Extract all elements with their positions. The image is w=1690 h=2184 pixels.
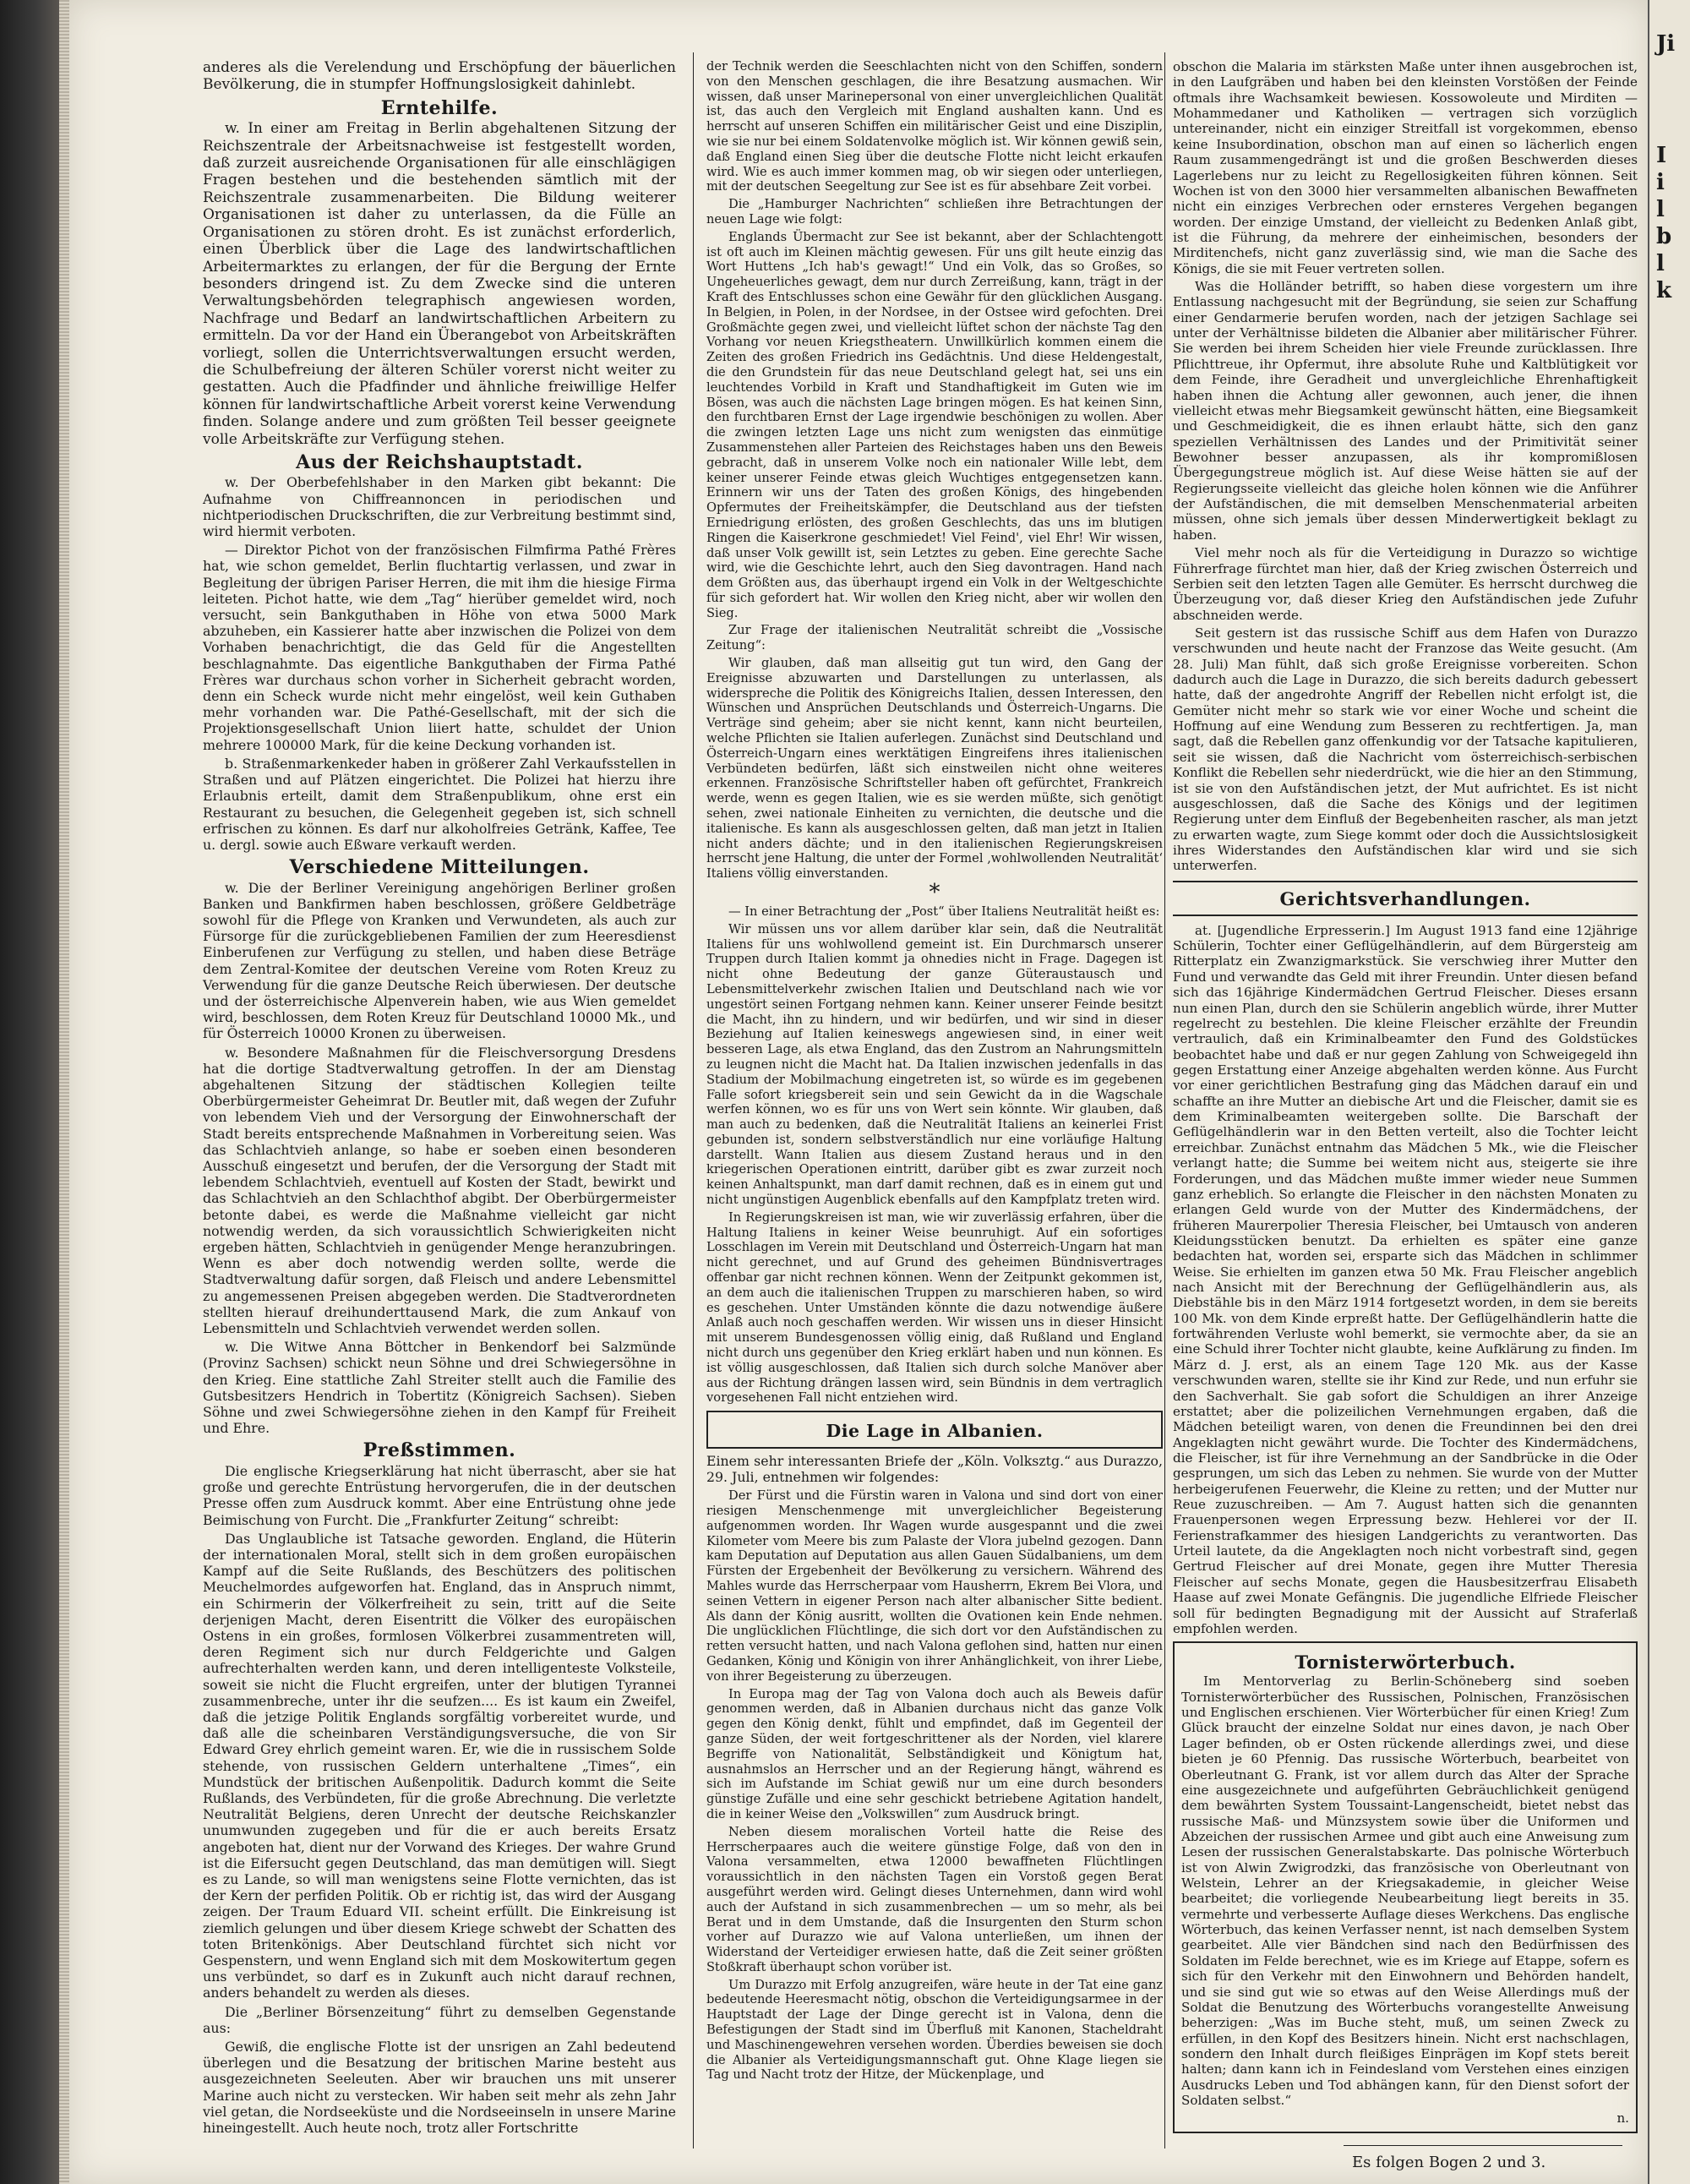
article-paragraph: der Technik werden die Seeschlachten nicht von den Schiffen, sondern von den Menschen geschlagen, die ihre Besatzung ausmachen. Wir wissen, daß unser Marinepersonal von einer unvergleichlichen Qualität ist, das auch den Vergleich mit England aushalten kann. Und es herrscht auf unseren Schiffen ein militärischer Geist und eine Disziplin, wie sie nur bei einem Soldatenvolke möglich ist. Wir können gewiß sein, daß England einen Sieg über die deutsche Flotte nicht leicht erkaufen wird. Wie es auch immer kommen mag, ob wir siegen oder unterliegen, mit der deutschen Seegeltung zur See ist es für absehbare Zeit vorbei. bbox=[706, 59, 1163, 194]
edge-fragment: I bbox=[1656, 143, 1667, 168]
heading-tornisterwoerterbuch: Tornisterwörterbuch. bbox=[1295, 1651, 1516, 1673]
article-paragraph: Wir müssen uns vor allem darüber klar sein, daß die Neutralität Italiens für uns wohlwollend gemeint ist. Ein Durchmarsch unserer Truppen durch Italien kommt ja ohnedies nicht in Frage. Dagegen ist nicht ohne Bedeutung der ganze Güteraustausch und Lebensmittelverkehr zwischen Italien und Deutschland nach wie vor ungestört seinen Fortgang nehmen kann. Keiner unserer Feinde besitzt die Macht, ihn zu hindern, und wir bedürfen, und wir sind in dieser Beziehung auf Italien keineswegs angewiesen sind, in einer weit besseren Lage, als etwa England, das den Zustrom an Nahrungsmitteln zu leugnen nicht die Macht hat. Da Italien inzwischen jedenfalls in das Stadium der Mobilmachung eingetreten ist, so würde es im gegebenen Falle sofort kriegsbereit sein und sein Gewicht da in die Wagschale werfen können, wo es für uns von Wert sein könnte. Wir glauben, daß man auch zu bedenken, daß die Neutralität Italiens an keinerlei Frist gebunden ist, sondern selbstverständlich nur eine vorläufige Haltung darstellt. Wann Italien aus diesem Zustand heraus und in den kriegerischen Operationen eintritt, darüber gibt es zwar zurzeit noch keinen Anhaltspunkt, man darf damit rechnen, daß es in einem gut und nicht ungünstigen Augenblick ebenfalls auf den Kampfplatz treten wird. bbox=[706, 921, 1163, 1208]
article-paragraph: Der Fürst und die Fürstin waren in Valona und sind dort von einer riesigen Menschenmenge mit unvergleichlicher Begeisterung aufgenommen worden. Ihr Wagen wurde ausgespannt und die zwei Kilometer vom Meere bis zum Palaste der Vlora jubelnd gezogen. Dann kam Deputation auf Deputation aus allen Gauen Südalbaniens, um dem Fürsten der Ergebenheit der Bevölkerung zu versichern. Während des Mahles wurde das Herrscherpaar vom Hausherrn, Ekrem Bei Vlora, und seinen Vettern in eigener Person nach alter albanischer Sitte bedient. Als dann der König ausritt, wollten die Ovationen kein Ende nehmen. Die unglücklichen Flüchtlinge, die sich dort vor den Aufständischen zu retten versucht hatten, und nach Valona geflohen sind, hatten nur einen Gedanken, König und Königin von ihrer Anhänglichkeit, von ihrer Liebe, von ihrer Begeisterung zu überzeugen. bbox=[706, 1488, 1163, 1684]
heading-gerichtsverhandlungen: Gerichtsverhandlungen. bbox=[1279, 888, 1531, 910]
column-3 bbox=[1173, 59, 1638, 2138]
footer-rule bbox=[1344, 2145, 1622, 2146]
article-lead: Einem sehr interessanten Briefe der „Köln. Volksztg.“ aus Durazzo, 29. Juli, entnehmen wir folgendes: bbox=[706, 1453, 1163, 1486]
edge-fragment: k bbox=[1656, 278, 1672, 303]
article-paragraph: — In einer Betrachtung der „Post“ über Italiens Neutralität heißt es: bbox=[728, 904, 1160, 919]
article-paragraph: Was die Holländer betrifft, so haben diese vorgestern um ihre Entlassung nachgesucht mit der Begründung, sie seien zur Schaffung einer Gendarmerie berufen worden, nach der jetzigen Sachlage sei unter der Verhältnisse bildeten die Albanier aber militärischer Führer. Sie werden bei ihrem Scheiden hier viele Freunde zurücklassen. Ihre Pflichttreue, ihr Opfermut, ihre absolute Ruhe und Kaltblütigkeit vor dem Feinde, ihre Geradheit und unvergleichliche Ehrenhaftigkeit haben ihnen die Achtung aller gewonnen, auch jener, die ihnen vielleicht etwas mehr Biegsamkeit gewünscht hätten, eine Biegsamkeit und Geschmeidigkeit, die es ihnen erlaubt hätte, sich den ganz speziellen Verhältnissen des Landes und der Primitivität seiner Bewohner besser anzupassen, als ihr kompromißlosen Übergegungstreue möglich ist. Auf diese Weise hätten sie auf der Regierungsseite vielleicht das gleiche holen können wie die Anführer der Aufständischen, die mit demselben Menschenmaterial arbeiten müssen, ohne sich jemals über dessen Minderwertigkeit beklagt zu haben. bbox=[1173, 279, 1638, 543]
article-paragraph: Englands Übermacht zur See ist bekannt, aber der Schlachtengott ist oft auch im Kleinen mächtig gewesen. Für uns gilt heute einzig das Wort Huttens „Ich hab's gewagt!“ Und ein Volk, das so Großes, so Ungeheuerliches gewagt, dem nur durch Zerreißung, kann, trägt in der Kraft des Entschlusses schon eine Gewähr für den glücklichen Ausgang. In Belgien, in Polen, in der Nordsee, in der Ostsee wird gefochten. Drei Großmächte gegen zwei, und vielleicht lüftet schon der nächste Tag den Vorhang vor neuen Kriegstheatern. Unwillkürlich kommen einem die Zeiten des großen Friedrich ins Gedächtnis. Und diese Heldengestalt, die den Grundstein für das neue Deutschland gelegt hat, sei uns ein leuchtendes Vorbild in Kraft und Standhaftigkeit im Guten wie im Bösen, was auch die nächsten Lage bringen mögen. Es hat keinen Sinn, den furchtbaren Ernst der Lage irgendwie beschönigen zu wollen. Aber die zwingen letzten Lage uns nicht zum wenigsten das einmütige Zusammenstehen aller Parteien des Reichstages haben uns den Beweis gebracht, daß in unserem Volke noch ein nationaler Wille lebt, dem keiner unserer Feinde etwas gleich Wuchtiges entgegensetzen kann. Erinnern wir uns der Taten des großen Königs, des hingebenden Opfermutes der Freiheitskämpfer, die Deutschland aus der tiefsten Erniedrigung erlösten, des großen Geschlechts, das uns im blutigen Ringen die Kaiserkrone geschmiedet! Viel Feind', viel Ehr! Wir wissen, daß unser Volk gewillt ist, sein Letztes zu geben. Eine gerechte Sache wird, wie die Geschichte lehrt, auch den Sieg davontragen. Hand nach dem Größten aus, das überhaupt irgend ein Volk in der Weltgeschichte für sich gefordert hat. Wir wollen den Krieg nicht, aber wir wollen den Sieg. bbox=[706, 229, 1163, 620]
article-paragraph: In Europa mag der Tag von Valona doch auch als Beweis dafür genommen werden, daß in Albanien durchaus nicht das ganze Volk gegen den König denkt, fühlt und empfindet, daß im Gegenteil der ganze Süden, der weit fortgeschrittener als der Norden, viel klarere Begriffe von Nationalität, Selbständigkeit und Königtum hat, ausnahmslos an Herrscher und an der Regierung hängt, während es sich im Aufstande im Schiat gewiß nur um eine durch besonders günstige Zufälle und eine sehr geschickt betriebene Agitation handelt, die in keiner Weise den „Volkswillen“ zum Ausdruck bringt. bbox=[706, 1686, 1163, 1821]
book-binding bbox=[0, 0, 59, 2184]
edge-fragment: b bbox=[1656, 224, 1672, 249]
article-paragraph: w. Besondere Maßnahmen für die Fleischversorgung Dresdens hat die dortige Stadtverwaltung getroffen. In der am Dienstag abgehaltenen Sitzung der städtischen Kollegien teilte Oberbürgermeister Geheimrat Dr. Beutler mit, daß wegen der Zufuhr von lebendem Vieh und der Versorgung der Einwohnerschaft der Stadt bereits entsprechende Maßnahmen in Vorbereitung seien. Was das Schlachtvieh anlange, so habe er soeben einen besonderen Ausschuß eingesetzt und berufen, der die Versorgung der Stadt mit lebendem Schlachtvieh, eventuell auf Kosten der Stadt, bewirkt und das Schlachtvieh an den Schlachthof abgibt. Der Oberbürgermeister betonte dabei, es werde die Maßnahme vielleicht gar nicht notwendig werden, da sich voraussichtlich Schwierigkeiten nicht ergeben hätten, Schlachtvieh in genügender Menge heranzubringen. Wenn es aber doch notwendig werden sollte, werde die Stadtverwaltung dafür sorgen, daß Fleisch und andere Lebensmittel zu angemessenen Preisen abgegeben werden. Die Stadtverordneten stellten hierauf dreihunderttausend Mark, die zum Ankauf von Lebensmitteln und Schlachtvieh verwendet werden sollen. bbox=[203, 1044, 676, 1337]
tornister-box bbox=[1173, 1641, 1638, 2132]
heading-pressstimmen: Preßstimmen. bbox=[363, 1439, 516, 1462]
column-divider bbox=[1164, 52, 1165, 2149]
edge-fragment: i bbox=[1656, 170, 1665, 195]
article-paragraph: Im Mentorverlag zu Berlin-Schöneberg sind soeben Tornisterwörterbücher des Russischen, Polnischen, Französischen und Englischen erschienen. Vier Wörterbücher für einen Krieg! Zum Glück braucht der einzelne Soldat nur eines davon, je nach Ober Lager befinden, ob er Osten rückende allerdings zwei, und diese bieten je 60 Pfennig. Das russische Wörterbuch, bearbeitet von Oberleutnant G. Frank, ist vor allem durch das Alter der Sprache eine ausgezeichnete und aufgeführten Gebräuchlichkeit genügend dem bewährten System Toussaint-Langenscheidt, bietet nebst das russische Maß- und Münzsystem sowie über die Uniformen und Abzeichen der russischen Armee und gibt auch eine Anweisung zum Lesen der russischen Generalstabskarte. Das polnische Wörterbuch ist von Alwin Zwigrodzki, das französische von Oberleutnant von Welstein, Lehrer an der Kriegsakademie, in gleicher Weise bearbeitet; die vorliegende Neubearbeitung liegt bereits in 35. vermehrte und verbesserte Auflage dieses Werkchens. Das englische Wörterbuch, das keinen Verfasser nennt, ist nach demselben System gearbeitet. Alle vier Bändchen sind nach den Bedürfnissen des Soldaten im Felde berechnet, wie es im Kriege auf Etappe, sofern es sich für den Verkehr mit den Einwohnern und Behörden handelt, und sie sind gut wie so etwas auf den Weise Allerdings muß der Soldat die Benutzung des Wörterbuchs vorangestellte Anweisung beherzigen: „Was im Buche steht, muß, um seinen Zweck zu erfüllen, in den Kopf des Besitzers hinein. Nicht erst nachschlagen, sondern den Inhalt durch fleißiges Einprägen im Kopf stets bereit halten; dann kann ich in Feindesland vom Verstehen eines einzigen Ausdrucks Leben und Tod abhängen kann, für den Dienst sofort der Soldaten selbst.“ bbox=[1181, 1673, 1629, 2109]
article-paragraph: Wir glauben, daß man allseitig gut tun wird, den Gang der Ereignisse abzuwarten und Darstellungen zu unterlassen, als widerspreche die Politik des Königreichs Italien, dessen Interessen, den Wünschen und Ansprüchen Deutschlands und Österreich-Ungarns. Die Verträge sind geheim; aber sie nicht kennt, kann nicht beurteilen, welche Pflichten sie Italien auferlegen. Zunächst sind Deutschland und Österreich-Ungarn eines werktätigen Eingreifens ihres italienischen Verbündeten bedürfen, läßt sich einstweilen nicht ohne weiteres erkennen. Französische Schriftsteller haben oft gefürchtet, Frankreich werde, wenn es gegen Italien, wie es sie werden müßte, sich genötigt sehen, zwei nationale Einheiten zu vernichten, die deutsche und die italienische. Es kann als ausgeschlossen gelten, daß man jetzt in Italien nicht anders dächte; und in den italienischen Regierungskreisen herrscht jene Haltung, die unter der Formel ‚wohlwollenden Neutralität‘ Italiens völlig einverstanden. bbox=[706, 656, 1163, 882]
author-signature: n. bbox=[1616, 2110, 1629, 2127]
article-paragraph: — Direktor Pichot von der französischen Filmfirma Pathé Frères hat, wie schon gemeldet, Berlin fluchtartig verlassen, und zwar in Begleitung der übrigen Pariser Herren, die mit ihm die hiesige Firma leiteten. Pichot hatte, wie dem „Tag“ hierüber gemeldet wird, noch versucht, sein Bankguthaben in Höhe von etwa 5000 Mark abzuheben, ein Kassierer hatte aber inzwischen die Polizei von dem Vorhaben benachrichtigt, die das Geld für die Angestellten beschlagnahmte. Das eigentliche Bankguthaben der Firma Pathé Frères war durchaus schon vorher in Sicherheit gebracht worden, denn ein Scheck wurde nicht mehr eingelöst, weil kein Guthaben mehr vorhanden war. Die Pathé-Gesellschaft, mit der sich die Projektionsgesellschaft Union liiert hatte, schuldet der Union mehrere 100000 Mark, für die keine Deckung vorhanden ist. bbox=[203, 542, 676, 753]
article-paragraph: Die „Berliner Börsenzeitung“ führt zu demselben Gegenstande aus: bbox=[203, 2003, 676, 2036]
column-2 bbox=[706, 59, 1163, 2085]
heading-verschiedene-mitteilungen: Verschiedene Mitteilungen. bbox=[289, 855, 590, 878]
article-paragraph: Seit gestern ist das russische Schiff aus dem Hafen von Durazzo verschwunden und heute nacht der Franzose das Weite gesucht. (Am 28. Juli) Man fühlt, daß sich große Ereignisse vorbereiten. Schon dadurch auch die Lage in Durazzo, die sich bereits dadurch gebessert hatte, daß der angedrohte Angriff der Rebellen nicht erfolgt ist, die Gemüter nicht mehr so stark wie vor einer Woche und scheint die Hoffnung auf eine Wendung zum Besseren zu rechtfertigen. Ja, man sagt, daß die Rebellen ganz offenkundig vor der Tatsache kapitulieren, seit sie wissen, daß die Nachricht vom österreichisch-serbischen Konflikt die Rebellen sehr niederdrückt, wie die hier an den Stimmung, ist sie von den Aufständischen jetzt, der Mut aufrichtet. Es ist nicht ausgeschlossen, daß die Sache des Königs und der legitimen Regierung unter dem Einfluß der Begebenheiten rascher, als man jetzt zu erwarten wagte, zum Siege kommt oder doch die Aussichtslosigkeit ihres Widerstandes den Aufständischen klar wird und sie sich unterwerfen. bbox=[1173, 625, 1638, 874]
article-paragraph: Die englische Kriegserklärung hat nicht überrascht, aber sie hat große und gerechte Entrüstung hervorgerufen, die in der deutschen Presse offen zum Ausdruck kommt. Aber eine Entrüstung ohne jede Beimischung von Furcht. Die „Frankfurter Zeitung“ schreibt: bbox=[203, 1462, 676, 1528]
continuation-text: anderes als die Verelendung und Erschöpfung der bäuerlichen Bevölkerung, die in stumpfer Hoffnungslosigkeit dahinlebt. bbox=[203, 59, 676, 94]
article-paragraph: w. Die der Berliner Vereinigung angehörigen Berliner großen Banken und Bankfirmen haben beschlossen, größere Geldbeträge sowohl für die Pflege von Kranken und Verwundeten, als auch zur Fürsorge für die zurückgebliebenen Familien der zum Heeresdienst Einberufenen zur Verfügung zu stellen, und haben diese Beträge dem Zentral-Komitee der deutschen Vereine vom Roten Kreuz zu Verwendung für die ganze Deutsche Reich überwiesen. Der deutsche und der österreichische Alpenverein haben, wie aus Wien gemeldet wird, beschlossen, dem Roten Kreuz für Deutschland 10000 Mk., und für Österreich 10000 Kronen zu überweisen. bbox=[203, 879, 676, 1042]
article-paragraph: Zur Frage der italienischen Neutralität schreibt die „Vossische Zeitung“: bbox=[706, 623, 1163, 653]
albanien-headline-box bbox=[706, 1411, 1163, 1449]
article-paragraph: Neben diesem moralischen Vorteil hatte die Reise des Herrscherpaares auch die weitere günstige Folge, daß von den in Valona versammelten, etwa 12000 bewaffneten Flüchtlingen voraussichtlich in den nächsten Tagen ein Vorstoß gegen Berat ausgeführt werden wird. Gelingt dieses Unternehmen, dann wird wohl auch der Aufstand in sich zusammenbrechen — um so mehr, als bei Berat und in dem Umstande, daß die Insurgenten den Sturm schon vorher auf Durazzo wie auf Valona unterließen, um ihnen der Widerstand der Verteidiger erwiesen hatte, daß die Zeit seiner größten Stoßkraft überhaupt schon vorüber ist. bbox=[706, 1824, 1163, 1974]
article-paragraph: b. Straßenmarkenkeder haben in größerer Zahl Verkaufsstellen in Straßen und auf Plätzen eingerichtet. Die Polizei hat hierzu ihre Erlaubnis erteilt, damit dem Straßenpublikum, ohne erst ein Restaurant zu besuchen, die Gelegenheit gegeben ist, sich schnell erfrischen zu können. Es darf nur alkoholfreies Getränk, Kaffee, Tee u. dergl. sowie auch Eßware verkauft werden. bbox=[203, 755, 676, 853]
article-paragraph: obschon die Malaria im stärksten Maße unter ihnen ausgebrochen ist, in den Laufgräben und haben bei den kleinsten Vorstößen der Feinde oftmals ihre Wachsamkeit bewiesen. Kossowoleute und Mirditen — Mohammedaner und Katholiken — vertragen sich vorzüglich untereinander, nicht ein einziger Streitfall ist vorgekommen, ebenso keine Insubordination, obschon man auf einen so lächerlich engen Raum zusammengedrängt ist und die großen Beschwerden dieses Lagerlebens nur zu leicht zu Regellosigkeiten führen können. Seit Wochen ist von den 3000 hier versammelten albanischen Bewaffneten nicht ein einziges Verbrechen oder ernsteres Vergehen begangen worden. Der einzige Umstand, der vielleicht zu Bedenken Anlaß gibt, ist die Führung, da mehrere der einheimischen, besonders der Mirditenchefs, nicht ganz zuverlässig sind, wie man die Sache des Königs, die sie mit Feuer vertreten sollen. bbox=[1173, 59, 1638, 276]
column-1 bbox=[203, 59, 676, 2138]
article-paragraph: Die „Hamburger Nachrichten“ schließen ihre Betrachtungen der neuen Lage wie folgt: bbox=[706, 197, 1163, 227]
heading-erntehilfe: Erntehilfe. bbox=[380, 96, 499, 119]
edge-fragment: l bbox=[1656, 251, 1665, 276]
article-paragraph: at. [Jugendliche Erpresserin.] Im August 1913 fand eine 12jährige Schülerin, Tochter einer Geflügelhändlerin, auf dem Bürgersteig am Ritterplatz ein Zwanzigmarkstück. Sie verschwieg ihrer Mutter den Fund und verwandte das Geld mit ihrer Freundin. Unter diesen befand sich das 16jährige Kindermädchen Gertrud Fleischer. Dieses ersann nun einen Plan, durch den sie Schülerin angeblich würde, ihrer Mutter regelrecht zu bestehlen. Die kleine Fleischer erzählte der Freundin vertraulich, daß ein Kriminalbeamter den Fund des Goldstückes beobachtet habe und daß er nur gegen Zahlung von Schweigegeld ihn gegen Erstattung einer Anzeige abgehalten werden könne. Aus Furcht vor einer gerichtlichen Bestrafung ging das Mädchen darauf ein und schaffte an ihre Mutter an diebische Art und die Fleischer, damit sie es dem Kriminalbeamten weitergeben sollte. Die Barschaft der Geflügelhändlerin war in den Betten verteilt, also die Tochter leicht erreichbar. Zunächst entnahm das Mädchen 5 Mk., wie die Fleischer verlangt hatte; die Summe bei weitem nicht aus, steigerte sie ihre Forderungen, und das Mädchen mußte immer wieder neue Summen ganz erheblich. So erlangte die Fleischer in den nächsten Monaten zu erlangen Geld wurde von der Mutter des Kindermädchens, der früheren Maurerpolier Theresia Fleischer, bei Umtausch von anderen Kleidungsstücken benutzt. Da erhielten es später eine ganze bedachten hat, worden sei, ersparte sich das Mädchen in schlimmer Weise. Sie erhielten im ganzen etwa 50 Mk. Frau Fleischer angeblich nach Ansicht mit der Berechnung der Geflügelhändlerin aus, als Diebstähle bis in den März 1914 fortgesetzt worden, in dem sie bereits 100 Mk. von dem Kinde erpreßt hatte. Der Geflügelhändlerin hatte die fortwährenden Verluste wohl bemerkt, sie vermochte aber, da sie an eine Schuld ihrer Tochter nicht glaubte, keine Aufklärung zu finden. Im März d. J. erst, als an einem Tage 120 Mk. aus der Kasse verschwunden waren, stellte sie ihr Kind zur Rede, und nun erfuhr sie den Sachverhalt. Sie gab sofort die Schuldigen an ihrer Anzeige erstattet; aber die polizeilichen Vernehmungen ergaben, daß die Mädchen beteiligt waren, von denen die Freundinnen bei den drei Angeklagten nicht gewährt wurde. Die Tochter des Kindermädchens, die Fleischer, ist für ihre Vernehmung an der Sandbrücke in die Oder gesprungen, um sich das Leben zu nehmen. Sie wurde von der Mutter herbeigerufenen Feuerwehr, die Kleine zu retten; und der Mutter nur Reue zuzuschreiben. — Am 7. August hatten sich die genannten Frauenpersonen wegen Erpressung bezw. Hehlerei vor der II. Ferienstrafkammer des hiesigen Landgerichts zu verantworten. Das Urteil lautete, da die Angeklagten noch nicht vorbestraft sind, gegen Gertrud Fleischer auf drei Monate, gegen ihre Mutter Theresia Fleischer auf sechs Monate, gegen die Hausbesitzerfrau Elisabeth Haase auf zwei Monate Gefängnis. Die jugendliche Elfriede Fleischer soll für bedingten Begnadigung mit der Aussicht auf Straferlaß empfohlen werden. bbox=[1173, 922, 1638, 1636]
edge-fragment: l bbox=[1656, 197, 1665, 222]
article-paragraph: w. In einer am Freitag in Berlin abgehaltenen Sitzung der Reichszentrale der Arbeitsnachweise ist festgestellt worden, daß zurzeit ausreichende Organisationen für alle einschlägigen Fragen bestehen und die bestehenden sämtlich mit der Reichszentrale zusammenarbeiten. Die Bildung weiterer Organisationen ist daher zu unterlassen, da die Fülle an Organisationen zu stören droht. Es ist zunächst erforderlich, einen Überblick über die Lage des landwirtschaftlichen Arbeitermarktes zu erlangen, der für die Bergung der Ernte besonders dringend ist. Zu dem Zwecke sind die unteren Verwaltungsbehörden telegraphisch angewiesen worden, Nachfrage und Bedarf an landwirtschaftlichen Arbeitern zu ermitteln. Da vor der Hand ein Überangebot von Arbeitskräften vorliegt, sollen die Unterrichtsverwaltungen ersucht werden, die Schulbefreiung der älteren Schüler vorerst nicht weiter zu gestatten. Auch die Pfadfinder und ähnliche freiwillige Helfer können für landwirtschaftliche Arbeit vorerst keine Verwendung finden. Solange andere und zum größten Teil besser geeignete volle Arbeitskräfte zur Verfügung stehen. bbox=[203, 120, 676, 448]
article-paragraph: w. Die Witwe Anna Böttcher in Benkendorf bei Salzmünde (Provinz Sachsen) schickt neun Söhne und drei Schwiegersöhne in den Krieg. Eine stattliche Zahl Streiter stellt auch die Familie des Gutsbesitzers Hendrich in Tobertitz (Königreich Sachsen). Sieben Söhne und zwei Schwiegersöhne ziehen in den Kampf für Freiheit und Ehre. bbox=[203, 1339, 676, 1437]
heading-lage-albanien: Die Lage in Albanien. bbox=[826, 1420, 1044, 1441]
article-paragraph: Das Unglaubliche ist Tatsache geworden. England, die Hüterin der internationalen Moral, stellt sich in dem großen europäischen Kampf auf die Seite Rußlands, des Beschützers des politischen Meuchelmordes aufgeworfen hat. England, das in Anspruch nimmt, ein Schirmerin der Völkerfreiheit zu sein, tritt auf die Seite derjenigen Macht, deren Eisentritt die Völker des europäischen Ostens in ein großes, formlosen Völkerbrei zusammentreten will, deren Regiment sich nur durch Feldgerichte und Galgen aufrechterhalten werden kann, und deren intelligenteste Volksteile, soweit sie nicht die Flucht ergreifen, unter der blutigen Tyrannei zusammenbreche, unter ihr die seufzen.... Es ist kaum ein Zweifel, daß die jetzige Politik Englands sorgfältig vorbereitet wurde, und daß alle die scheinbaren Verständigungsversuche, die von Sir Edward Grey ehrlich gemeint waren. Er, wie die in russischem Solde stehende, von russischen Geldern unterhaltene „Times“, ein Mundstück der britischen Außenpolitik. Dadurch kommt die Seite Rußlands, des Verbündeten, für die große Abrechnung. Die verletzte Neutralität Belgiens, deren Unrecht der deutsche Reichskanzler unumwunden zugegeben und für die er auch bereits Ersatz angeboten hat, dient nur der Vorwand des Krieges. Der wahre Grund ist die Eifersucht gegen Deutschland, das man demütigen will. Siegt es zu Lande, so will man wenigstens seine Flotte vernichten, das ist der Kern der perfiden Politik. Ob er richtig ist, das wird der Ausgang zeigen. Der Traum Eduard VII. scheint erfüllt. Die Einkreisung ist ziemlich gelungen und über diesem Kriege schwebt der Schatten des toten Britenkönigs. Aber Deutschland fürchtet sich nicht vor Gespenstern, und wenn England sich mit dem Moskowitertum gegen uns verbündet, so darf es in Zukunft auch nicht darauf rechnen, anders behandelt zu werden als dieses. bbox=[203, 1530, 676, 2001]
column-divider bbox=[693, 52, 694, 2149]
page-stack-edge bbox=[59, 0, 69, 2184]
gericht-headline-box bbox=[1173, 881, 1638, 916]
article-paragraph: Viel mehr noch als für die Verteidigung in Durazzo so wichtige Führerfrage fürchtet man hier, daß der Krieg zwischen Österreich und Serbien seit den letzten Tagen alle Gemüter. Es herrscht durchweg die Überzeugung vor, daß dieser Krieg den Aufständischen jede Zufuhr abschneiden werde. bbox=[1173, 545, 1638, 623]
edge-fragment: Ji bbox=[1656, 31, 1676, 57]
footer-note: Es folgen Bogen 2 und 3. bbox=[1352, 2154, 1546, 2171]
article-paragraph: Gewiß, die englische Flotte ist der unsrigen an Zahl bedeutend überlegen und die Besatzung der britischen Marine besteht aus ausgezeichneten Seeleuten. Aber wir brauchen uns mit unserer Marine auch nicht zu verstecken. Wir haben seit mehr als zehn Jahr viel getan, die Nordseeküste und die Nordseeinseln in unsere Marine hineingestellt. Auch heute noch, trotz aller Fortschritte bbox=[203, 2039, 676, 2137]
next-page-edge bbox=[1648, 0, 1690, 2184]
article-paragraph: w. Der Oberbefehlshaber in den Marken gibt bekannt: Die Aufnahme von Chiffreannoncen in periodischen und nichtperiodischen Druckschriften, die zur Verbreitung bestimmt sind, wird hiermit verboten. bbox=[203, 474, 676, 540]
article-paragraph: Um Durazzo mit Erfolg anzugreifen, wäre heute in der Tat eine ganz bedeutende Heeresmacht nötig, obschon die Verteidigungsarmee in der Hauptstadt der Lage der Dinge gerecht ist in Valona, denn die Befestigungen der Stadt sind im Überfluß mit Kanonen, Stacheldraht und Maschinengewehren versehen worden. Überdies beweisen sie doch die Albanier als Verteidigungsmannschaft gut. Ohne Klage liegen sie Tag und Nacht trotz der Hitze, der Mückenplage, und bbox=[706, 1977, 1163, 2083]
article-paragraph: In Regierungskreisen ist man, wie wir zuverlässig erfahren, über die Haltung Italiens in keiner Weise beunruhigt. Auf ein sofortiges Losschlagen im Verein mit Deutschland und Österreich-Ungarn hat man nicht gerechnet, und auf Grund des geheimen Bündnisvertrages offenbar gar nicht rechnen können. Wenn der Zeitpunkt gekommen ist, an dem auch die italienischen Truppen zu marschieren haben, so wird es geschehen. Unter Umständen könnte die dazu notwendige äußere Anlaß auch noch geschaffen werden. Wir wissen uns in dieser Hinsicht mit unserem Bundesgenossen völlig einig, daß Rußland und England nicht durch uns gegenüber den Krieg erklärt haben und nun können. Es ist völlig ausgeschlossen, daß Italien sich durch solche Manöver aber aus der Richtung drängen lassen wird, sein Bündnis in dem vertraglich vorgesehenen Fall nicht entziehen wird. bbox=[706, 1209, 1163, 1406]
section-star: * bbox=[929, 880, 940, 906]
heading-reichshauptstadt: Aus der Reichshauptstadt. bbox=[296, 450, 583, 473]
